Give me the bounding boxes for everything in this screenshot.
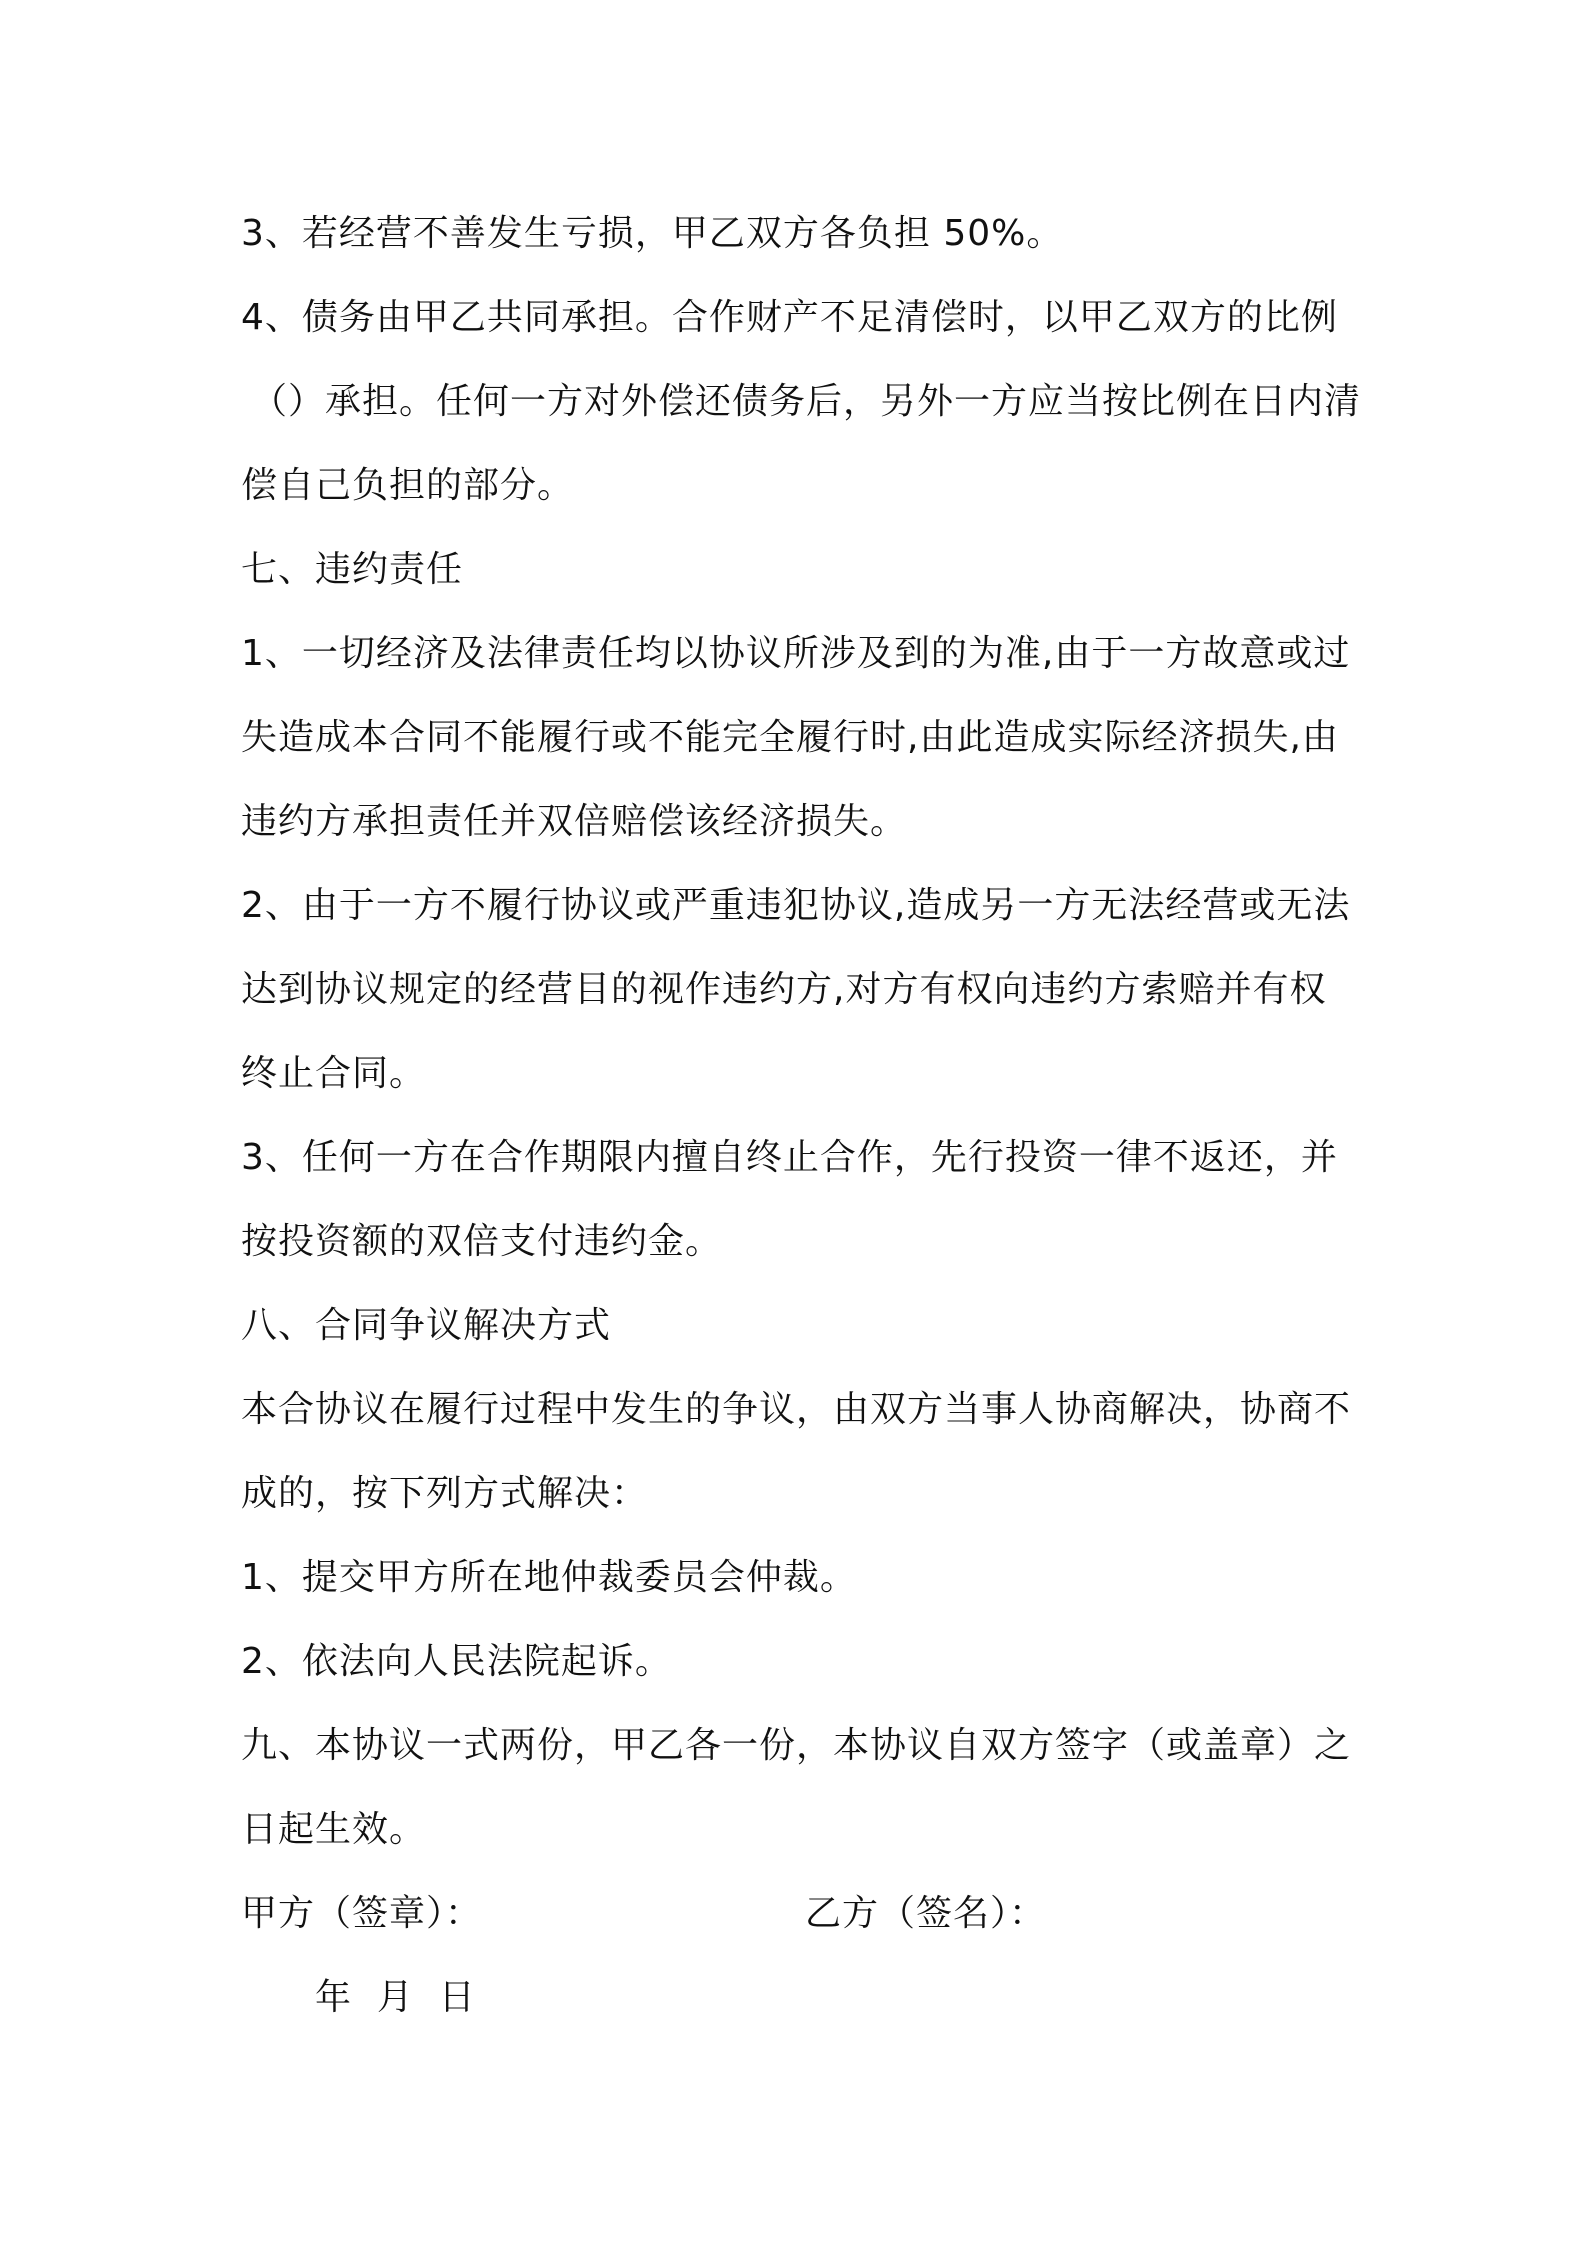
- paragraph-line: 本合协议在履行过程中发生的争议，由双方当事人协商解决，协商不: [241, 1389, 1352, 1430]
- paragraph-line: 1、一切经济及法律责任均以协议所涉及到的为准,由于一方故意或过: [241, 633, 1351, 674]
- paragraph-line: 成的，按下列方式解决：: [241, 1473, 649, 1514]
- paragraph-line: 3、若经营不善发生亏损，甲乙双方各负担 50%。: [241, 213, 1064, 254]
- signature-row: [241, 1872, 1356, 1956]
- date-line: 年 月 日: [315, 1977, 476, 2018]
- paragraph-line: 1、提交甲方所在地仲裁委员会仲裁。: [241, 1557, 857, 1598]
- paragraph-line: 2、依法向人民法院起诉。: [241, 1641, 672, 1682]
- paragraph-line: 违约方承担责任并双倍赔偿该经济损失。: [241, 801, 908, 842]
- party-a-signature-label: 甲方（签章）：: [241, 1893, 483, 1934]
- paragraph-line: 失造成本合同不能履行或不能完全履行时,由此造成实际经济损失,由: [241, 717, 1339, 758]
- section-heading: 七、违约责任: [241, 549, 464, 590]
- paragraph-line: 终止合同。: [241, 1053, 427, 1094]
- paragraph-line: 2、由于一方不履行协议或严重违犯协议,造成另一方无法经营或无法: [241, 885, 1351, 926]
- paragraph-line: 日起生效。: [241, 1809, 427, 1850]
- paragraph-line: （）承担。任何一方对外偿还债务后，另外一方应当按比例在日内清: [251, 381, 1362, 422]
- party-b-signature-label: 乙方（签名）：: [805, 1893, 1047, 1934]
- paragraph-line: 九、本协议一式两份，甲乙各一份，本协议自双方签字（或盖章）之: [241, 1725, 1352, 1766]
- paragraph-line: 达到协议规定的经营目的视作违约方,对方有权向违约方索赔并有权: [241, 969, 1327, 1010]
- paragraph-line: 按投资额的双倍支付违约金。: [241, 1221, 723, 1262]
- section-heading: 八、合同争议解决方式: [241, 1305, 612, 1346]
- paragraph-line: 偿自己负担的部分。: [241, 465, 575, 506]
- document-body: [241, 192, 1362, 2040]
- paragraph-line: 4、债务由甲乙共同承担。合作财产不足清偿时，以甲乙双方的比例: [241, 297, 1338, 338]
- paragraph-line: 3、任何一方在合作期限内擅自终止合作，先行投资一律不返还，并: [241, 1137, 1338, 1178]
